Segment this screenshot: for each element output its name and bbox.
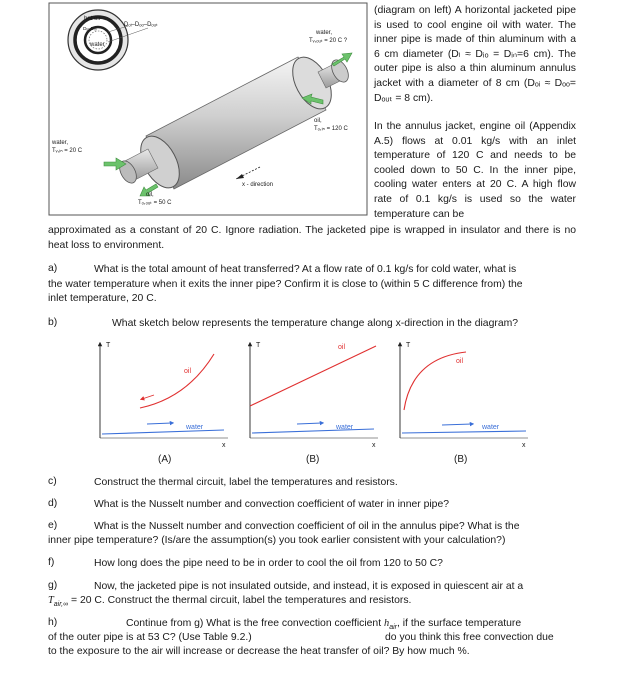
question-d-text: What is the Nusselt number and convection coefficient of water in inner pipe? bbox=[94, 499, 450, 510]
question-d-label: d) bbox=[48, 498, 58, 509]
sketch-c-water-label: water bbox=[482, 424, 500, 431]
sketch-c-water-arrow bbox=[442, 424, 472, 425]
sketch-c-oil-label: oil bbox=[456, 358, 464, 365]
question-h-line1-pre: Continue from g) What is the free convection coefficient bbox=[126, 618, 384, 629]
h-air-subscript: air bbox=[389, 624, 397, 632]
question-a-label: a) bbox=[48, 263, 58, 274]
question-a-line1: What is the total amount of heat transferred? At a flow rate of 0.1 kg/s for cold water, what is bbox=[94, 264, 517, 275]
t-air-symbol: T bbox=[48, 595, 54, 606]
question-f-text: How long does the pipe need to be in order to cool the oil from 120 to 50 C? bbox=[94, 558, 443, 569]
question-g-line2 bbox=[48, 594, 588, 613]
question-c-text: Construct the thermal circuit, label the temperatures and resistors. bbox=[94, 477, 398, 488]
water-in-label-2: Tᵥ,ᵢₙ = 20 C bbox=[52, 148, 83, 154]
question-h-line3: to the exposure to the air will increase or decrease the heat transfer of oil? By how much %. bbox=[48, 646, 470, 657]
oil-out-label-1: oil, bbox=[146, 192, 154, 198]
sketch-c-t-label: T bbox=[406, 342, 411, 349]
pipe-diagram bbox=[48, 2, 368, 216]
question-h-label: h) bbox=[48, 617, 58, 628]
question-c-label: c) bbox=[48, 476, 57, 487]
sketch-a-oil-arrow bbox=[142, 395, 154, 399]
sketch-b-t-label: T bbox=[256, 342, 261, 349]
sketch-a bbox=[100, 344, 228, 438]
sketch-c-caption: (B) bbox=[454, 454, 468, 465]
sketch-a-water-label: water bbox=[186, 424, 204, 431]
x-direction-label: x - direction bbox=[242, 182, 274, 188]
oil-out-label-2: Tₒ,ₒᵤₜ = 50 C bbox=[138, 200, 172, 206]
sketch-a-x-label: x bbox=[222, 442, 226, 449]
sketch-c-x-label: x bbox=[522, 442, 526, 449]
outer-d-label: Dₒᵢ–Dₒₒ–Dₒᵤₜ bbox=[124, 22, 158, 28]
sketch-b-x-label: x bbox=[372, 442, 376, 449]
question-e-line2: inner pipe temperature? (Is/are the assumption(s) you took earlier consistent with your calculation?) bbox=[48, 535, 506, 546]
t-air-subscript: air,∞ bbox=[53, 601, 69, 609]
sketch-b-caption: (B) bbox=[306, 454, 320, 465]
oil-in-label-1: oil, bbox=[314, 118, 322, 124]
question-a-line2: the water temperature when it exits the inner pipe? Confirm it is close to (within 5 C difference from) the bbox=[48, 279, 523, 290]
h-air-symbol: h bbox=[383, 618, 390, 629]
question-f-label: f) bbox=[48, 557, 55, 568]
sketch-a-caption: (A) bbox=[158, 454, 172, 465]
water-center-label: water bbox=[90, 42, 105, 48]
sketch-a-oil-curve bbox=[140, 354, 214, 408]
question-b-text: What sketch below represents the temperature change along x-direction in the diagram? bbox=[112, 318, 519, 329]
question-e-line1: What is the Nusselt number and convection coefficient of oil in the annulus pipe? What is the bbox=[94, 521, 520, 532]
temperature-sketches bbox=[92, 338, 542, 472]
question-h-line1-post: , if the surface temperature bbox=[396, 618, 522, 629]
question-h-line2b: do you think this free convection due bbox=[385, 632, 554, 643]
oil-flow-paragraph: In the annulus jacket, engine oil (Appendix A.5) flows at 0.01 kg/s with an inlet temperature of 120 C and needs to be cooled down to 50 C. In the inner pipe, cooling water enters at 20 C. A high flow rate of 0.1 kg/s is used so the water temperature can be bbox=[374, 121, 576, 220]
sketch-a-water-arrow bbox=[147, 423, 172, 424]
sketch-c-water-line bbox=[402, 431, 526, 433]
assumption-paragraph: approximated as a constant of 20 C. Ignore radiation. The jacketed pipe is wrapped in insulator and there is no heat loss to environment. bbox=[48, 225, 576, 251]
sketches-svg bbox=[92, 338, 542, 472]
question-e-label: e) bbox=[48, 520, 58, 531]
hot-oil-label: hot oil bbox=[84, 16, 101, 22]
sketch-b-oil-label: oil bbox=[338, 344, 346, 351]
sketch-b bbox=[250, 344, 378, 438]
water-in-label-1: water, bbox=[52, 140, 69, 146]
water-out-label-2: Tᵥ,ₒᵤₜ = 20 C ? bbox=[309, 38, 348, 44]
inner-d-label: Dᵢᵢ–Dᵢₒ bbox=[83, 27, 97, 32]
question-b-label: b) bbox=[48, 317, 58, 328]
oil-in-label-2: Tₒ,ᵢₙ = 120 C bbox=[314, 126, 348, 132]
question-h-line2a: of the outer pipe is at 53 C? (Use Table 9.2.) bbox=[48, 632, 252, 643]
sketch-c bbox=[400, 344, 528, 438]
intro-paragraph: (diagram on left) A horizontal jacketed pipe is used to cool engine oil with water. The inner pipe is made of thin aluminum with a 6 cm diameter (Dₗ ≈ Dᵢₒ = Dᵢₙ=6 cm). The outer pipe is also a thin aluminum annulus jacket with a diameter of 8 cm (Dₒᵢ ≈ Dₒₒ= Dₒᵤₜ = 8 cm). bbox=[374, 5, 576, 104]
water-out-label-1: water, bbox=[316, 30, 333, 36]
sketch-b-water-arrow bbox=[297, 423, 322, 424]
sketch-a-oil-label: oil bbox=[184, 368, 192, 375]
sketch-b-water-label: water bbox=[336, 424, 354, 431]
sketch-a-water-line bbox=[102, 430, 224, 434]
question-g-line1: Now, the jacketed pipe is not insulated outside, and instead, it is exposed in quiescent air at a bbox=[94, 581, 524, 592]
sketch-b-water-line bbox=[252, 429, 374, 433]
question-a-line3: inlet temperature, 20 C. bbox=[48, 293, 157, 304]
sketch-b-oil-line bbox=[250, 346, 376, 406]
question-g-line2-text: = 20 C. Construct the thermal circuit, label the temperatures and resistors. bbox=[68, 595, 412, 606]
question-g-label: g) bbox=[48, 580, 58, 591]
sketch-a-t-label: T bbox=[106, 342, 111, 349]
